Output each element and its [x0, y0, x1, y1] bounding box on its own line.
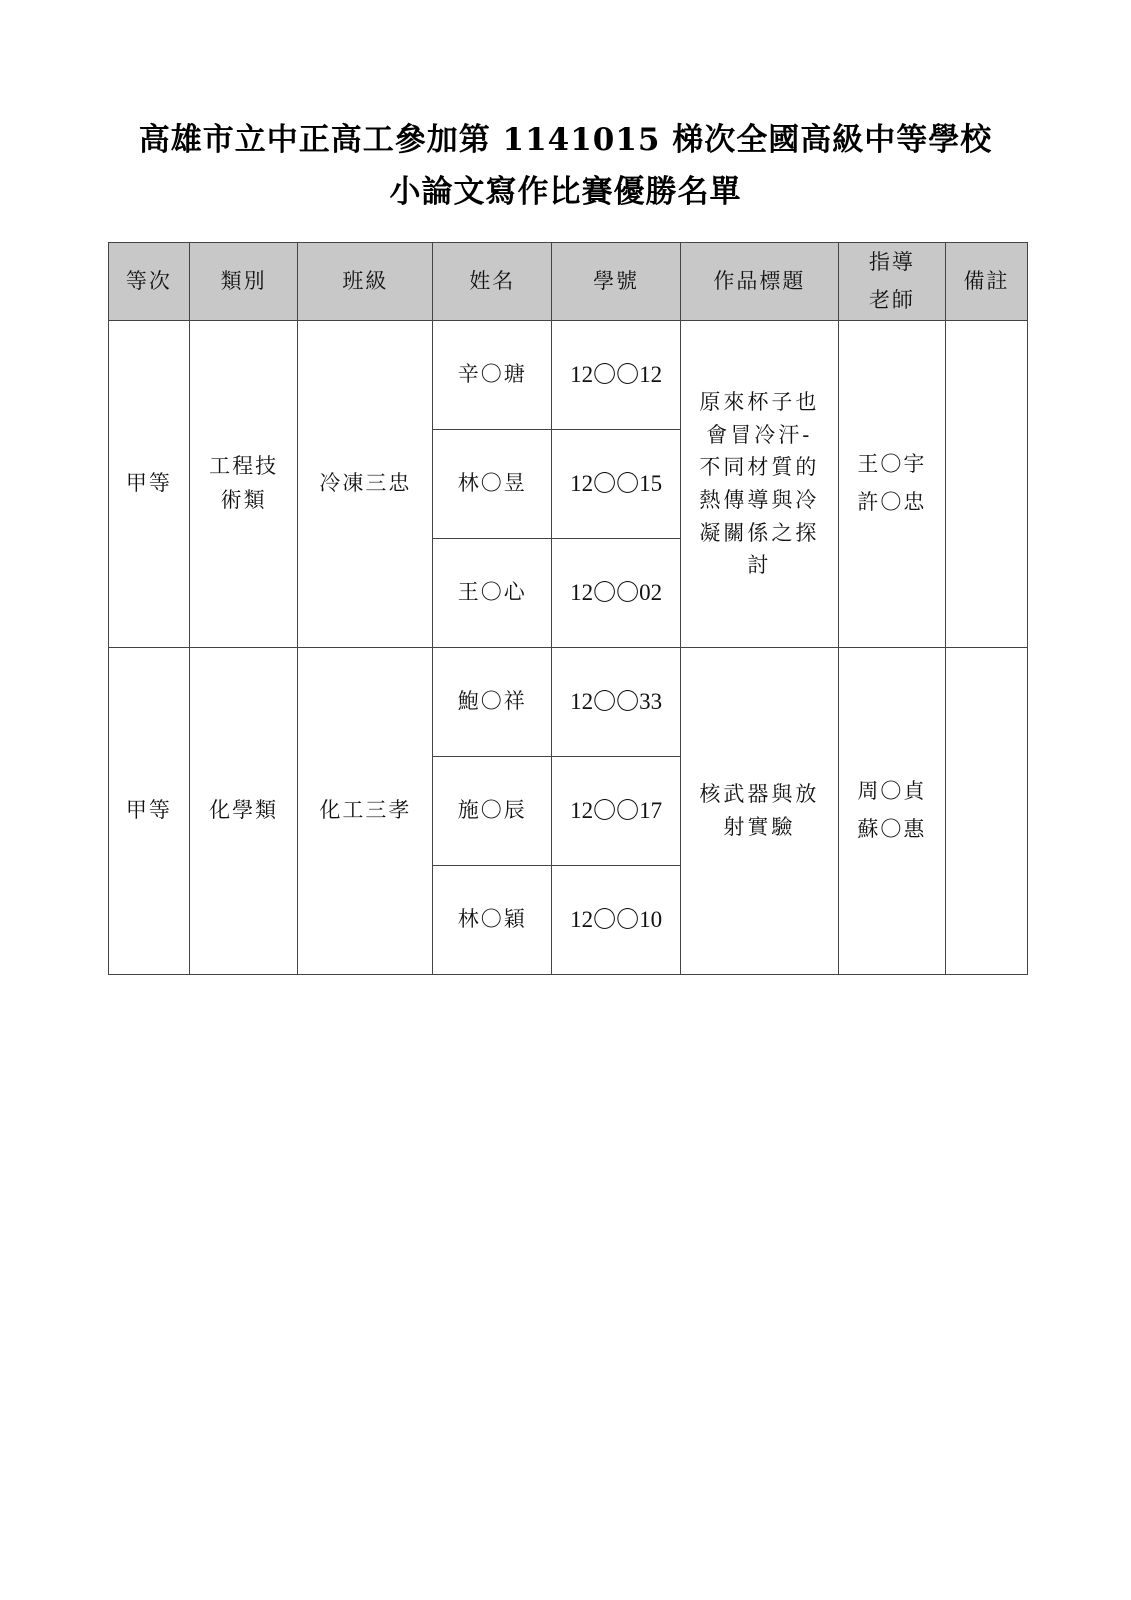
student-id-cell: 12〇〇33: [552, 648, 681, 757]
header-student-id: 學號: [552, 243, 681, 321]
rank-cell: 甲等: [109, 321, 190, 648]
student-id-cell: 12〇〇17: [552, 757, 681, 866]
advisor-name: 周〇貞: [857, 779, 927, 804]
class-cell: 化工三孝: [298, 648, 433, 975]
student-name-cell: 鮑〇祥: [433, 648, 552, 757]
student-id-cell: 12〇〇15: [552, 430, 681, 539]
work-title-line: 核武器與放: [699, 782, 820, 807]
remarks-cell: [946, 321, 1028, 648]
work-title-line: 討: [747, 553, 772, 578]
rank-cell: 甲等: [109, 648, 190, 975]
student-name-cell: 辛〇瑭: [433, 321, 552, 430]
award-winners-table: [108, 242, 1028, 975]
work-title-line: 不同材質的: [699, 455, 820, 480]
work-title-line: 會冒冷汗-: [706, 422, 813, 447]
table-row: [109, 321, 1028, 430]
student-name-cell: 施〇辰: [433, 757, 552, 866]
header-rank: 等次: [109, 243, 190, 321]
work-title-cell: [681, 321, 839, 648]
advisor-cell: [838, 648, 945, 975]
work-title-line: 原來杯子也: [699, 390, 820, 415]
student-name-cell: 林〇穎: [433, 866, 552, 975]
header-advisor-line-2: 老師: [868, 287, 915, 312]
table-header-row: [109, 243, 1028, 321]
remarks-cell: [946, 648, 1028, 975]
category-line-1: 工程技: [209, 454, 279, 479]
header-remarks: 備註: [946, 243, 1028, 321]
work-title-line: 射實驗: [723, 815, 796, 839]
work-title-line: 凝關係之探: [699, 520, 820, 545]
student-name-cell: 林〇昱: [433, 430, 552, 539]
class-cell: 冷凍三忠: [298, 321, 433, 648]
header-advisor: [838, 243, 945, 321]
student-id-cell: 12〇〇12: [552, 321, 681, 430]
category-cell: [189, 321, 297, 648]
student-id-cell: 12〇〇02: [552, 539, 681, 648]
header-category: 類別: [189, 243, 297, 321]
document-title-line-2: 小論文寫作比賽優勝名單: [389, 174, 742, 210]
category-line-2: 術類: [220, 488, 267, 512]
work-title-line: 熱傳導與冷: [699, 488, 820, 512]
advisor-cell: [838, 321, 945, 648]
header-work-title: 作品標題: [681, 243, 839, 321]
category-cell: 化學類: [189, 648, 297, 975]
header-class: 班級: [298, 243, 433, 321]
work-title-cell: [681, 648, 839, 975]
header-name: 姓名: [433, 243, 552, 321]
advisor-name: 許〇忠: [857, 490, 927, 514]
advisor-name: 王〇宇: [857, 452, 927, 477]
table-row: [109, 648, 1028, 757]
advisor-name: 蘇〇惠: [857, 817, 927, 841]
student-id-cell: 12〇〇10: [552, 866, 681, 975]
header-advisor-line-1: 指導: [868, 249, 915, 274]
document-title-line-1: 高雄市立中正高工參加第 1141015 梯次全國高級中等學校: [138, 122, 993, 158]
student-name-cell: 王〇心: [433, 539, 552, 648]
